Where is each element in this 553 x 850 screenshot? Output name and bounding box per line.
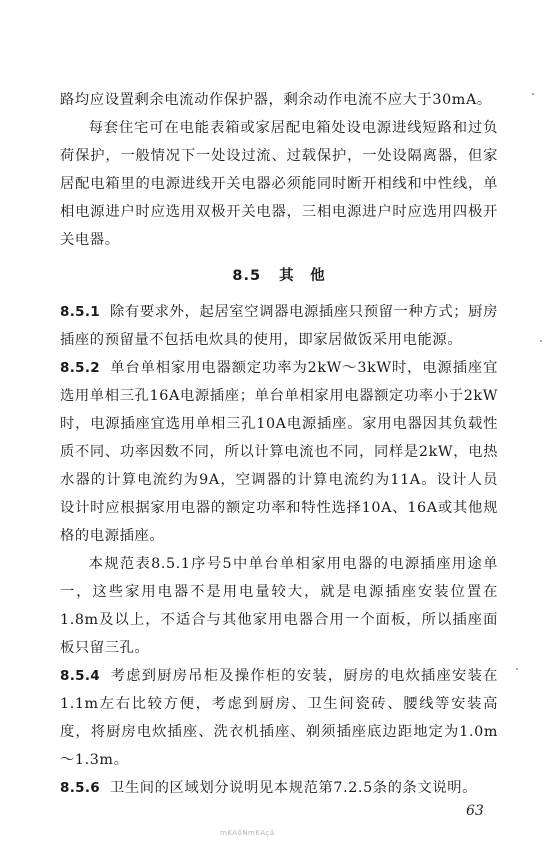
continuation-paragraph: 路均应设置剩余电流动作保护器，剩余动作电流不应大于30mA。 bbox=[60, 92, 492, 108]
page-number: 63 bbox=[466, 803, 484, 819]
footer-watermark: mKAõNmKAçä bbox=[220, 829, 275, 837]
scan-speck bbox=[540, 340, 542, 342]
clause-number: 8.5.1 bbox=[60, 304, 100, 320]
clause-8-5-4 bbox=[60, 662, 498, 774]
clause-8-5-1 bbox=[60, 298, 498, 354]
scan-speck bbox=[532, 93, 534, 95]
clause-number: 8.5.4 bbox=[60, 668, 100, 684]
clause-text: 考虑到厨房吊柜及操作柜的安装，厨房的电炊插座安装在1.1m左右比较方便，考虑到厨房、卫生间瓷砖、腰线等安装高度，将厨房电炊插座、洗衣机插座、剃须插座底边距地定为1.0m～1.3m。 bbox=[60, 668, 498, 768]
clause-text: 除有要求外，起居室空调器电源插座只预留一种方式；厨房插座的预留量不包括电炊具的使用，即家居做饭采用电能源。 bbox=[60, 304, 498, 348]
scan-speck bbox=[516, 668, 518, 670]
section-number: 8.5 bbox=[232, 268, 262, 284]
clause-8-5-2-continuation: 本规范表8.5.1序号5中单台单相家用电器的电源插座用途单一，这些家用电器不是用电量较大，就是电源插座安装位置在1.8m及以上，不适合与其他家用电器合用一个面板，所以插座面板只留三孔。 bbox=[60, 556, 498, 656]
clause-8-5-2 bbox=[60, 354, 498, 550]
clause-text: 单台单相家用电器额定功率为2kW～3kW时，电源插座宜选用单相三孔16A电源插座；单台单相家用电器额定功率小于2kW时，电源插座宜选用单相三孔10A电源插座。家用电器因其负载性质不同、功率因数不同，所以计算电流也不同，同样是2kW，电热水器的计算电流约为9A，空调器的计算电流约为11A。设计人员设计时应根据家用电器的额定功率和特性选择10A、16A或其他规格的电源插座。 bbox=[60, 360, 498, 544]
clause-text: 卫生间的区域划分说明见本规范第7.2.5条的条文说明。 bbox=[109, 780, 478, 796]
clause-8-5-6 bbox=[60, 774, 498, 802]
clause-number: 8.5.2 bbox=[60, 360, 100, 376]
clause-number: 8.5.6 bbox=[60, 780, 100, 796]
section-title: 其 他 bbox=[279, 268, 326, 284]
section-heading bbox=[60, 262, 498, 290]
body-text bbox=[60, 86, 498, 802]
paragraph-power-entry-protection: 每套住宅可在电能表箱或家居配电箱处设电源进线短路和过负荷保护，一般情况下一处设过流、过载保护，一处设隔离器，但家居配电箱里的电源进线开关电器必须能同时断开相线和中性线，单相电源进户时应选用双极开关电器，三相电源进户时应选用四极开关电器。 bbox=[60, 120, 498, 248]
